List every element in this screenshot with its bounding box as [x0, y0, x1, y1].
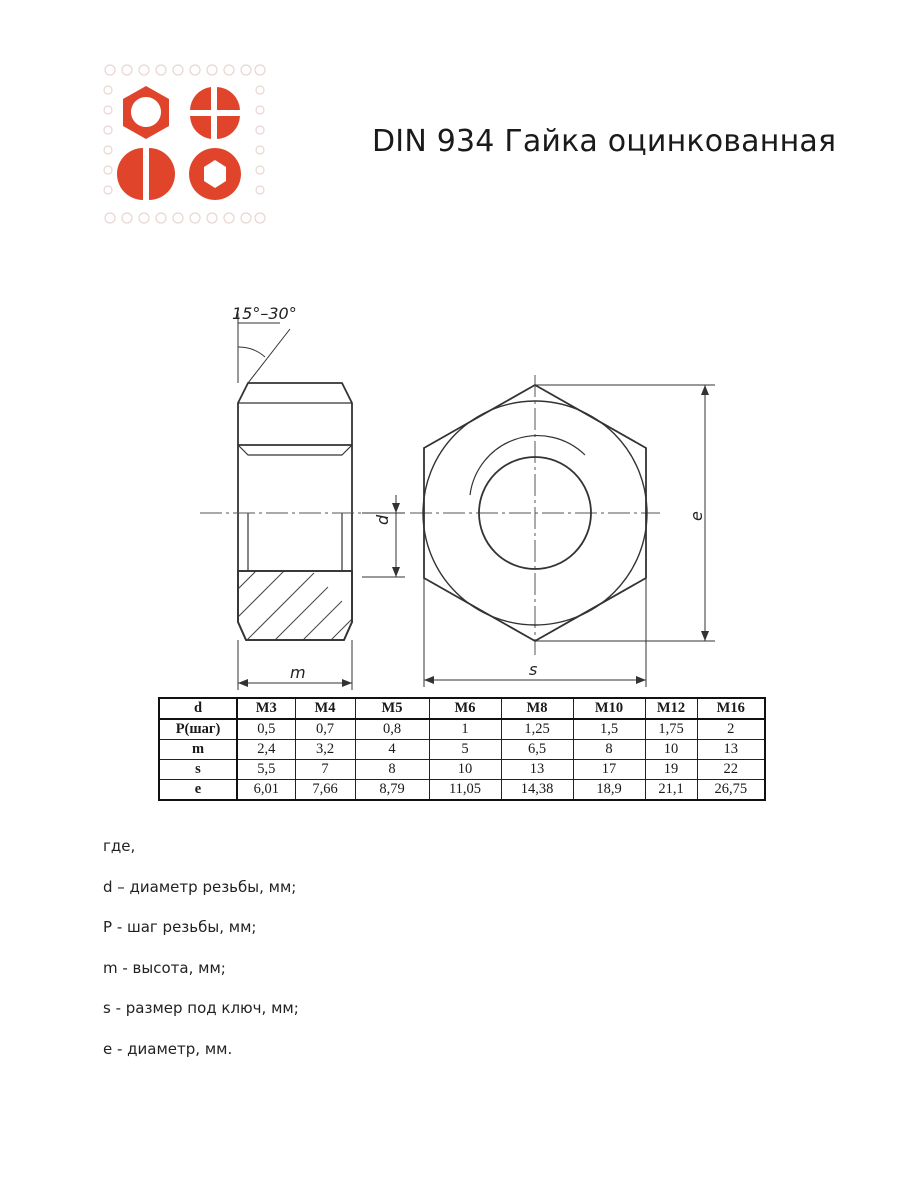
value-cell: 7	[295, 760, 355, 780]
header-param-cell: d	[159, 698, 237, 719]
value-cell: 10	[645, 740, 697, 760]
size-header-cell: M8	[501, 698, 573, 719]
legend-item-p: P - шаг резьбы, мм;	[103, 918, 257, 936]
value-cell: 11,05	[429, 780, 501, 801]
value-cell: 4	[355, 740, 429, 760]
value-cell: 2	[697, 719, 765, 740]
e-label: e	[687, 511, 706, 521]
size-header-cell: M12	[645, 698, 697, 719]
value-cell: 1,5	[573, 719, 645, 740]
table-row	[159, 780, 765, 801]
value-cell: 0,5	[237, 719, 295, 740]
value-cell: 6,5	[501, 740, 573, 760]
legend-item-m: m - высота, мм;	[103, 958, 226, 977]
table-row	[159, 740, 765, 760]
value-cell: 6,01	[237, 780, 295, 801]
table-row	[159, 719, 765, 740]
value-cell: 21,1	[645, 780, 697, 801]
s-label: s	[529, 660, 538, 679]
legend-item-e: е - диаметр, мм.	[103, 1039, 233, 1058]
angle-label: 15°–30°	[232, 304, 297, 323]
nut-technical-drawing	[130, 295, 830, 695]
value-cell: 18,9	[573, 780, 645, 801]
value-cell: 0,7	[295, 719, 355, 740]
value-cell: 26,75	[697, 780, 765, 801]
param-cell: e	[159, 780, 237, 801]
value-cell: 13	[697, 740, 765, 760]
param-cell: P(шаг)	[159, 719, 237, 740]
value-cell: 8	[355, 760, 429, 780]
size-header-cell: M10	[573, 698, 645, 719]
m-label: m	[290, 663, 306, 682]
value-cell: 1,75	[645, 719, 697, 740]
value-cell: 19	[645, 760, 697, 780]
value-cell: 8	[573, 740, 645, 760]
value-cell: 8,79	[355, 780, 429, 801]
hex-nuts-logo-icon	[100, 60, 268, 228]
value-cell: 5,5	[237, 760, 295, 780]
param-cell: s	[159, 760, 237, 780]
value-cell: 1,25	[501, 719, 573, 740]
table-header-row	[159, 698, 765, 719]
legend	[103, 836, 299, 1079]
value-cell: 10	[429, 760, 501, 780]
value-cell: 7,66	[295, 780, 355, 801]
value-cell: 2,4	[237, 740, 295, 760]
dimensions-table	[158, 697, 766, 801]
param-cell: m	[159, 740, 237, 760]
value-cell: 17	[573, 760, 645, 780]
legend-item-d: d – диаметр резьбы, мм;	[103, 877, 297, 896]
value-cell: 3,2	[295, 740, 355, 760]
size-header-cell: M4	[295, 698, 355, 719]
size-header-cell: M16	[697, 698, 765, 719]
size-header-cell: M3	[237, 698, 295, 719]
page-title: DIN 934 Гайка оцинкованная	[372, 124, 837, 159]
table-row	[159, 760, 765, 780]
value-cell: 14,38	[501, 780, 573, 801]
size-header-cell: M6	[429, 698, 501, 719]
value-cell: 13	[501, 760, 573, 780]
value-cell: 1	[429, 719, 501, 740]
value-cell: 5	[429, 740, 501, 760]
legend-item-s: s - размер под ключ, мм;	[103, 999, 299, 1017]
value-cell: 22	[697, 760, 765, 780]
d-label: d	[373, 514, 392, 525]
legend-intro: где,	[103, 837, 136, 855]
size-header-cell: M5	[355, 698, 429, 719]
value-cell: 0,8	[355, 719, 429, 740]
